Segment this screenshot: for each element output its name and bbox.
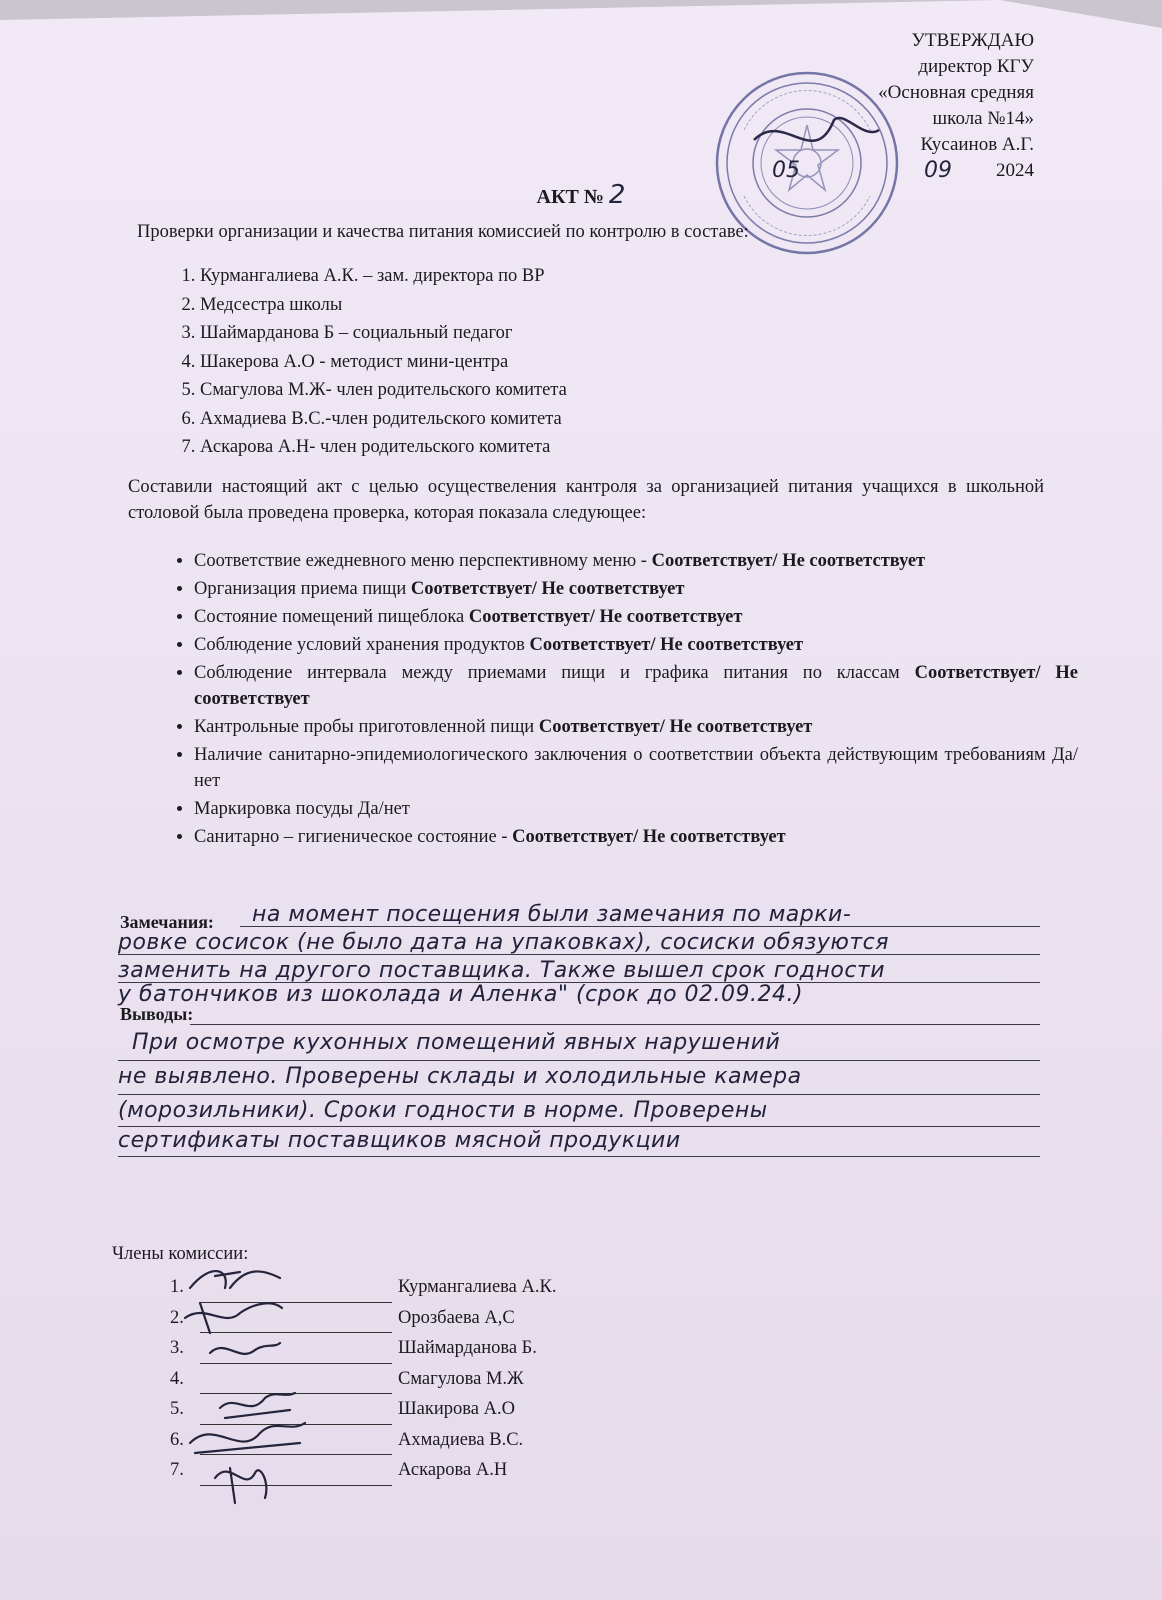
list-item: 2. Медсестра школы bbox=[200, 291, 567, 320]
conclusions-label: Выводы: bbox=[120, 1004, 194, 1024]
approval-heading: УТВЕРЖДАЮ bbox=[911, 30, 1034, 51]
purpose-paragraph: Составили настоящий акт с целью осуществеления кантроля за организацией питания учащихся в школьной столовой была проведена проверка, которая показала следующее: bbox=[128, 477, 1044, 523]
approval-line-3: школа №14» bbox=[932, 108, 1034, 129]
approval-year: 2024 bbox=[996, 160, 1034, 181]
list-item: 5. Смагулова М.Ж- член родительского комитета bbox=[200, 376, 567, 405]
approval-day: 05 bbox=[772, 158, 800, 183]
commission-members-list bbox=[160, 262, 567, 462]
remarks-line-3: заменить на другого поставщика. Также вышел срок годности bbox=[118, 958, 886, 983]
remarks-label: Замечания: bbox=[120, 912, 214, 932]
list-item: 5. Шакирова А.О bbox=[170, 1394, 556, 1425]
conclusions-rule bbox=[118, 1060, 1040, 1061]
list-item: 3. Шаймарданова Б. bbox=[170, 1333, 556, 1364]
remarks-line-2: ровке сосисок (не было дата на упаковках), сосиски обязуются bbox=[118, 930, 890, 955]
list-item: • Соблюдение интервала между приемами пищи и графика питания по классам Соответствует/ Не соответствует bbox=[194, 660, 1078, 712]
intro-text: Проверки организации и качества питания комиссией по контролю в составе: bbox=[137, 222, 749, 242]
list-item: 6. Ахмадиева В.С. bbox=[170, 1425, 556, 1456]
remarks-rule bbox=[240, 926, 1040, 927]
list-item: 7. Аскарова А.Н- член родительского комитета bbox=[200, 433, 567, 462]
conclusions-rule bbox=[118, 1094, 1040, 1095]
signatures-title: Члены комиссии: bbox=[112, 1244, 249, 1264]
conclusions-rule bbox=[118, 1126, 1040, 1127]
approval-month: 09 bbox=[924, 158, 952, 183]
approval-block bbox=[772, 28, 1034, 184]
approval-line-4: Кусаинов А.Г. bbox=[920, 134, 1034, 155]
conclusions-rule bbox=[118, 1156, 1040, 1157]
handwritten-signatures-icon bbox=[170, 1258, 320, 1518]
list-item: 4. Смагулова М.Ж bbox=[170, 1364, 556, 1395]
list-item: • Кантрольные пробы приготовленной пищи Соответствует/ Не соответствует bbox=[194, 714, 1078, 740]
list-item: • Состояние помещений пищеблока Соответствует/ Не соответствует bbox=[194, 604, 1078, 630]
list-item: 6. Ахмадиева В.С.-член родительского комитета bbox=[200, 405, 567, 434]
list-item: • Соответствие ежедневного меню перспективному меню - Соответствует/ Не соответствует bbox=[194, 548, 1078, 574]
approval-line-1: директор КГУ bbox=[918, 56, 1034, 77]
list-item: 1. Курмангалиева А.К. – зам. директора по ВР bbox=[200, 262, 567, 291]
act-number: 2 bbox=[608, 180, 626, 210]
list-item: 1. Курмангалиева А.К. bbox=[170, 1272, 556, 1303]
conclusions-line-4: сертификаты поставщиков мясной продукции bbox=[118, 1128, 681, 1153]
list-item: • Маркировка посуды Да/нет bbox=[194, 796, 1078, 822]
list-item: 4. Шакерова А.О - методист мини-центра bbox=[200, 348, 567, 377]
act-title-text: АКТ № bbox=[536, 186, 604, 208]
act-title bbox=[0, 180, 1162, 210]
conclusions-line-3: (морозильники). Сроки годности в норме. Проверены bbox=[118, 1098, 768, 1123]
remarks-rule bbox=[118, 982, 1040, 983]
list-item: • Организация приема пищи Соответствует/ Не соответствует bbox=[194, 576, 1078, 602]
remarks-line-4: у батончиков из шоколада и Аленка" (срок до 02.09.24.) bbox=[118, 982, 804, 1007]
inspection-checklist bbox=[160, 548, 1078, 852]
list-item: • Санитарно – гигиеническое состояние - Соответствует/ Не соответствует bbox=[194, 824, 1078, 850]
conclusions-line-1: При осмотре кухонных помещений явных нарушений bbox=[132, 1030, 781, 1055]
conclusions-line-2: не выявлено. Проверены склады и холодильные камера bbox=[118, 1064, 802, 1089]
list-item: • Наличие санитарно-эпидемиологического заключения о соответствии объекта действующим требованиям Да/нет bbox=[194, 742, 1078, 794]
approval-line-2: «Основная средняя bbox=[878, 82, 1034, 103]
list-item: • Соблюдение условий хранения продуктов Соответствует/ Не соответствует bbox=[194, 632, 1078, 658]
conclusions-rule bbox=[190, 1024, 1040, 1025]
remarks-rule bbox=[118, 954, 1040, 955]
list-item: 2. Орозбаева А,С bbox=[170, 1303, 556, 1334]
list-item: 3. Шаймарданова Б – социальный педагог bbox=[200, 319, 567, 348]
remarks-line-1: на момент посещения были замечания по марки- bbox=[252, 902, 852, 927]
list-item: 7. Аскарова А.Н bbox=[170, 1455, 556, 1486]
